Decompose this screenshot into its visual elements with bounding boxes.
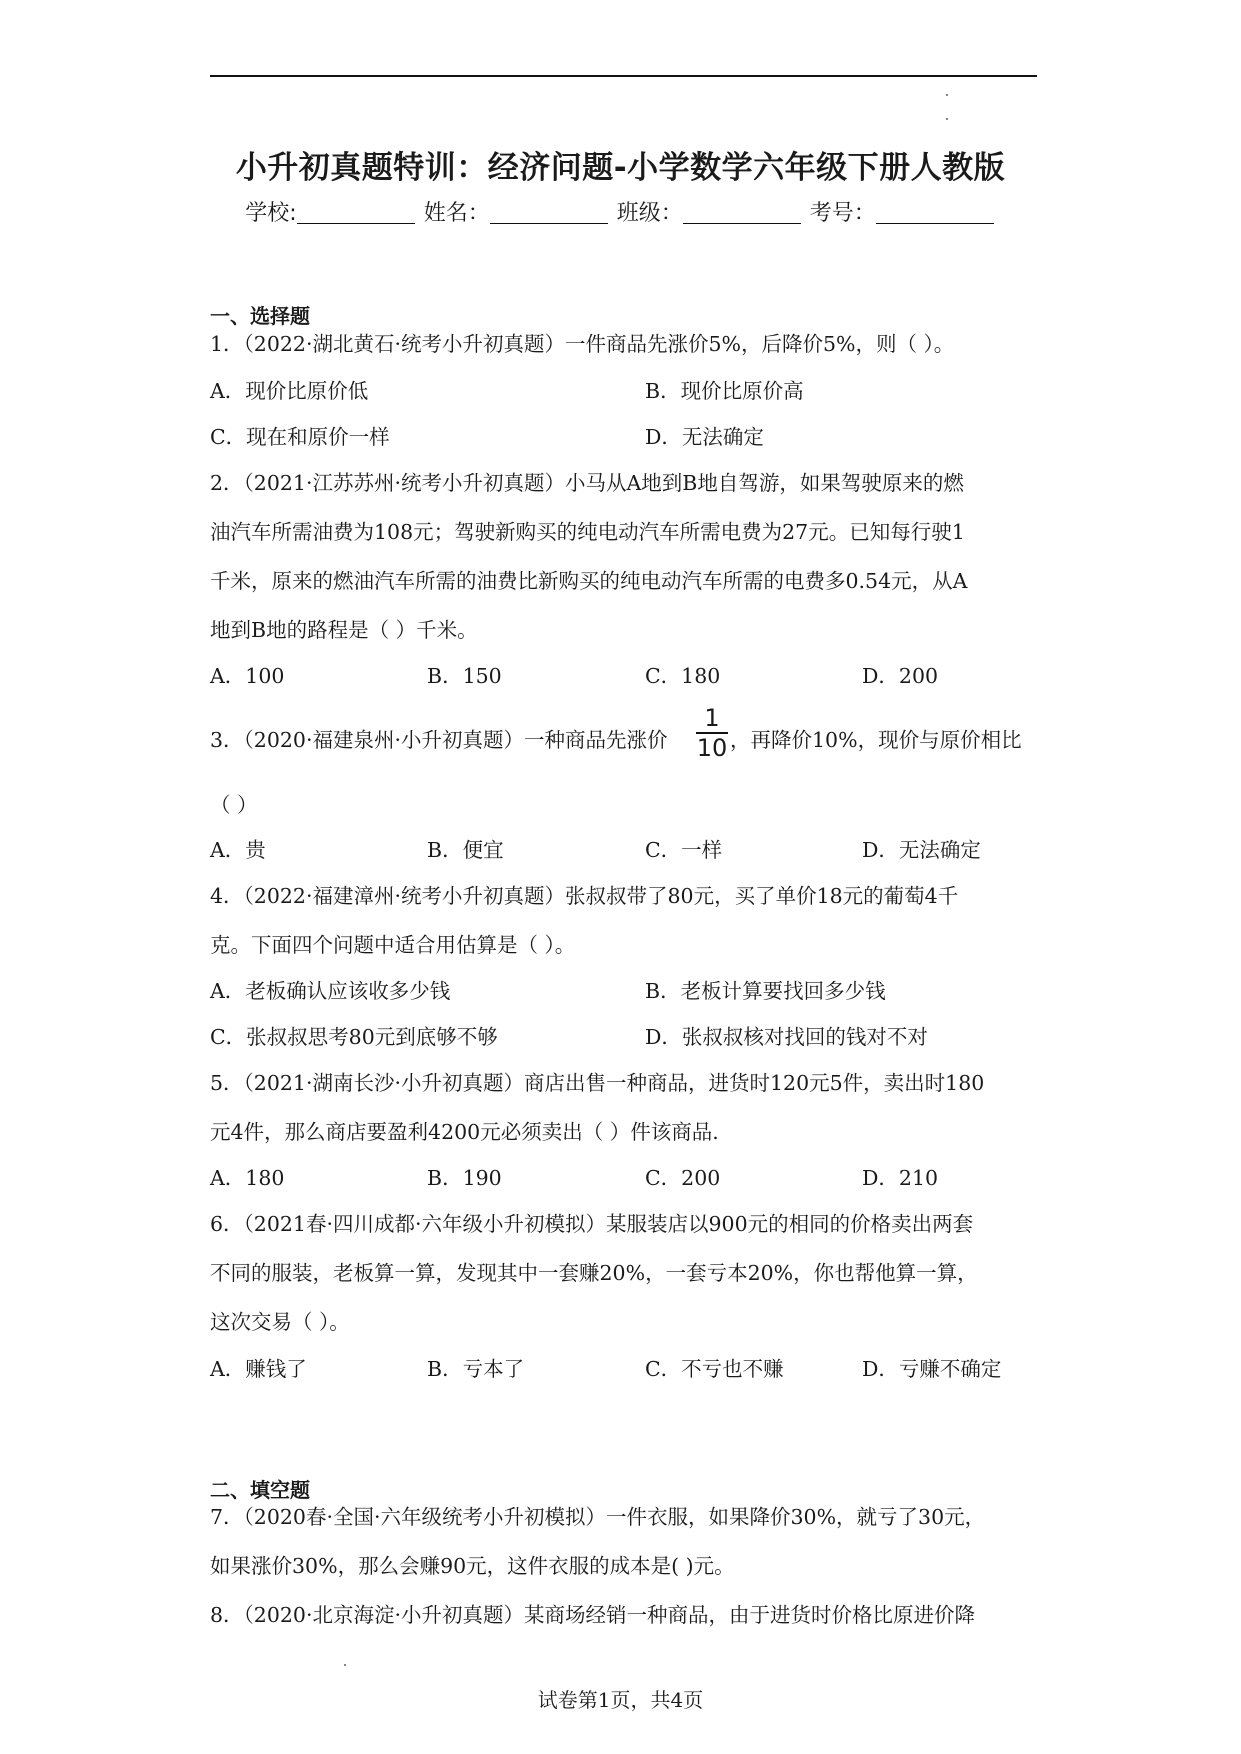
exam-number-label: 考号： — [809, 201, 876, 226]
question-2-line-3: 千米，原来的燃油汽车所需的油费比新购买的纯电动汽车所需的电费多0.54元，从A — [210, 569, 968, 593]
q1-option-b[interactable]: B．现价比原价高 — [645, 379, 804, 403]
question-3-line-2: （ ） — [210, 793, 258, 817]
name-label: 姓名： — [423, 201, 490, 226]
q5-option-b[interactable]: B．190 — [427, 1166, 502, 1190]
q2-option-b[interactable]: B．150 — [427, 664, 502, 688]
q3-option-c[interactable]: C．一样 — [645, 838, 723, 862]
school-label: 学校: — [245, 201, 297, 226]
q3-option-a[interactable]: A．贵 — [210, 838, 266, 862]
name-blank[interactable] — [490, 203, 608, 224]
q2-option-d[interactable]: D．200 — [862, 664, 939, 688]
page-footer: 试卷第1页，共4页 — [537, 1688, 704, 1712]
question-7-line-2: 如果涨价30%，那么会赚90元，这件衣服的成本是( )元。 — [210, 1554, 735, 1578]
q3-option-d[interactable]: D．无法确定 — [862, 838, 981, 862]
q5-option-d[interactable]: D．210 — [862, 1166, 939, 1190]
q6-option-c[interactable]: C．不亏也不赚 — [645, 1357, 784, 1381]
page-title: 小升初真题特训：经济问题-小学数学六年级下册人教版 — [235, 150, 1006, 186]
school-blank[interactable] — [297, 203, 415, 224]
section-heading-fill: 二、填空题 — [210, 1478, 310, 1502]
class-blank[interactable] — [683, 203, 801, 224]
student-info-line — [0, 196, 1241, 227]
fraction-denominator: 10 — [696, 734, 728, 762]
question-7-line-1: 7．（2020春·全国·六年级统考小升初模拟）一件衣服，如果降价30%，就亏了30元， — [210, 1505, 986, 1529]
exam-number-blank[interactable] — [876, 203, 994, 224]
q1-option-a[interactable]: A．现价比原价低 — [210, 379, 369, 403]
question-2-line-1: 2．（2021·江苏苏州·统考小升初真题）小马从A地到B地自驾游，如果驾驶原来的燃 — [210, 471, 964, 495]
question-2-line-2: 油汽车所需油费为108元；驾驶新购买的纯电动汽车所需电费为27元。已知每行驶1 — [210, 520, 965, 544]
q1-option-d[interactable]: D．无法确定 — [645, 425, 764, 449]
question-6-line-3: 这次交易（ ）。 — [210, 1310, 350, 1334]
question-2-line-4: 地到B地的路程是（ ）千米。 — [210, 618, 478, 642]
q5-option-c[interactable]: C．200 — [645, 1166, 721, 1190]
marker-dot — [344, 1664, 346, 1666]
fraction-numerator: 1 — [704, 704, 720, 732]
question-4-line-2: 克。下面四个问题中适合用估算是（ ）。 — [210, 933, 576, 957]
question-6-line-2: 不同的服装，老板算一算，发现其中一套赚20%，一套亏本20%，你也帮他算一算， — [210, 1261, 978, 1285]
question-4-line-1: 4．（2022·福建漳州·统考小升初真题）张叔叔带了80元，买了单价18元的葡萄4千 — [210, 884, 959, 908]
question-5-line-1: 5．（2021·湖南长沙·小升初真题）商店出售一种商品，进货时120元5件，卖出时180 — [210, 1071, 985, 1095]
q4-option-d[interactable]: D．张叔叔核对找回的钱对不对 — [645, 1025, 928, 1049]
q3-option-b[interactable]: B．便宜 — [427, 838, 504, 862]
q4-option-c[interactable]: C．张叔叔思考80元到底够不够 — [210, 1025, 498, 1049]
question-6-line-1: 6．（2021春·四川成都·六年级小升初模拟）某服装店以900元的相同的价格卖出两套 — [210, 1212, 974, 1236]
question-3-text-before: 3．（2020·福建泉州·小升初真题）一种商品先涨价 — [210, 728, 668, 752]
marker-dot — [946, 118, 948, 120]
marker-dot — [946, 94, 948, 96]
q6-option-a[interactable]: A．赚钱了 — [210, 1357, 307, 1381]
question-3-text-after: ，再降价10%，现价与原价相比 — [730, 728, 1022, 752]
q6-option-d[interactable]: D．亏赚不确定 — [862, 1357, 1002, 1381]
q5-option-a[interactable]: A．180 — [210, 1166, 285, 1190]
fraction-one-tenth — [696, 706, 728, 760]
section-heading-choice: 一、选择题 — [210, 304, 310, 328]
q2-option-a[interactable]: A．100 — [210, 664, 285, 688]
question-5-line-2: 元4件，那么商店要盈利4200元必须卖出（ ）件该商品. — [210, 1120, 719, 1144]
question-8-line-1: 8．（2020·北京海淀·小升初真题）某商场经销一种商品，由于进货时价格比原进价降 — [210, 1603, 975, 1627]
q2-option-c[interactable]: C．180 — [645, 664, 721, 688]
q4-option-b[interactable]: B．老板计算要找回多少钱 — [645, 979, 886, 1003]
header-rule — [210, 75, 1037, 77]
question-1: 1．（2022·湖北黄石·统考小升初真题）一件商品先涨价5%，后降价5%，则（ ）。 — [210, 332, 955, 356]
class-label: 班级： — [616, 201, 683, 226]
q6-option-b[interactable]: B．亏本了 — [427, 1357, 525, 1381]
q4-option-a[interactable]: A．老板确认应该收多少钱 — [210, 979, 451, 1003]
q1-option-c[interactable]: C．现在和原价一样 — [210, 425, 390, 449]
